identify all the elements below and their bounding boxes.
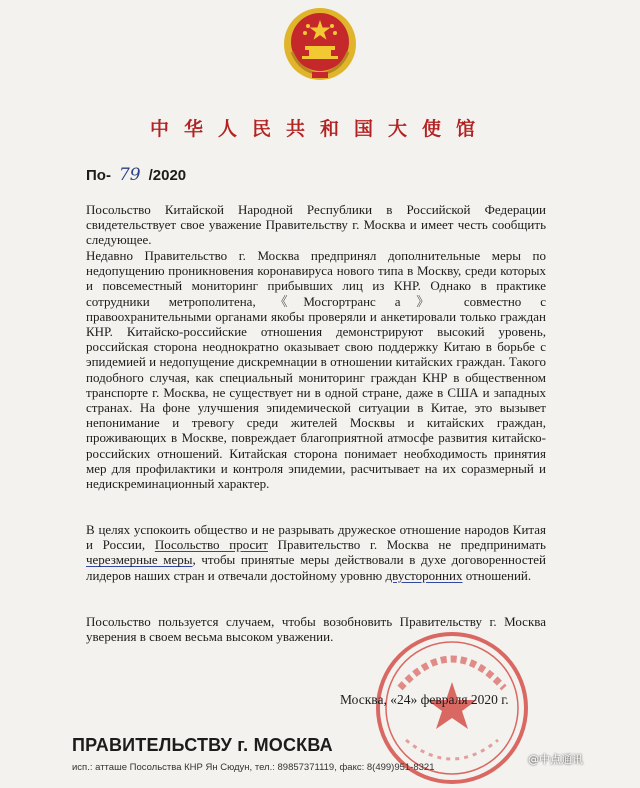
request-text-b: Правительство г. Москва не предпринимать [267,537,546,553]
paragraph-main: Недавно Правительство г. Москва предпринял дополнительные меры по недопущению проникновения коронавируса нового типа в Москву, среди которых и повсеместный мониторинг прибывших лиц из КНР. Однако в практике сотрудники метрополитена, 《Мосгортранс а》 совместно с правоохранительными органами якобы проверяли и анкетировали только граждан КНР. Китайско-российские отношения демонстрируют высокий уровень, российская сторона неоднократно оказывает свою поддержку Китаю в борьбе с эпидемией и недопущение дискремнации в отношении китайских граждан. Такого подобного случая, как специальный мониторинг граждан КНР в общественном транспорте г. Москва, не существует ни в одной стране, даже в США и западных странах. На фоне улучшения эпидемической ситуации в Китае, это вызывет непонимание и тревогу среди жителей Москвы и китайских граждан, проживающих в Москве, повреждает благоприятной атмосфе развития китайско-российских отношений. Китайская сторона понимает необходимость принятия мер для профилактики и контроля эпидемии, расчитывает на их соразмерный и недискреминационный характер. [86,248,546,492]
paragraph-closing: Посольство пользуется случаем, чтобы возобновить Правительству г. Москва уверения в своем весьма высоком уважении. [86,614,546,645]
embassy-name-heading: 中华人民共和国大使馆 [149,118,490,140]
underlined-embassy-asks: Посольство просит [154,537,268,553]
underlined-excessive-measures: черезмерные меры [86,552,193,568]
signoff-date: «24» февраля 2020 г. [390,692,509,707]
request-text-a: В целях успокоить общество и не разрывать дружеское отношение народов Китая и России, [86,522,546,553]
executor-contact: исп.: атташе Посольства КНР Ян Сюдун, тел.: 89857371119, факс: 8(499)951-8321 [72,762,435,773]
underlined-bilateral: двусторонних [385,567,463,583]
addressee: ПРАВИТЕЛЬСТВУ г. МОСКВА [72,735,333,755]
paragraph-intro: Посольство Китайской Народной Республики в Российской Федерации свидетельствует свое уважение Правительству г. Москва и имеет честь сообщить следующее. [86,202,546,248]
place-and-date [340,692,509,708]
request-text-d: отношений. [462,567,532,583]
reference-prefix: По- [86,167,111,184]
paragraph-request [86,522,546,583]
national-emblem-icon [282,6,358,82]
request-text-c: , чтобы принятые меры действовали в духе договоренностей лидеров наших стран и отвечали достойному уровню [86,552,546,583]
handwritten-number: 79 [118,165,141,185]
signoff-city: Москва, [340,692,387,707]
weibo-watermark: @中点通讯 [528,753,583,766]
reference-number [86,165,186,185]
reference-year: /2020 [148,167,187,184]
